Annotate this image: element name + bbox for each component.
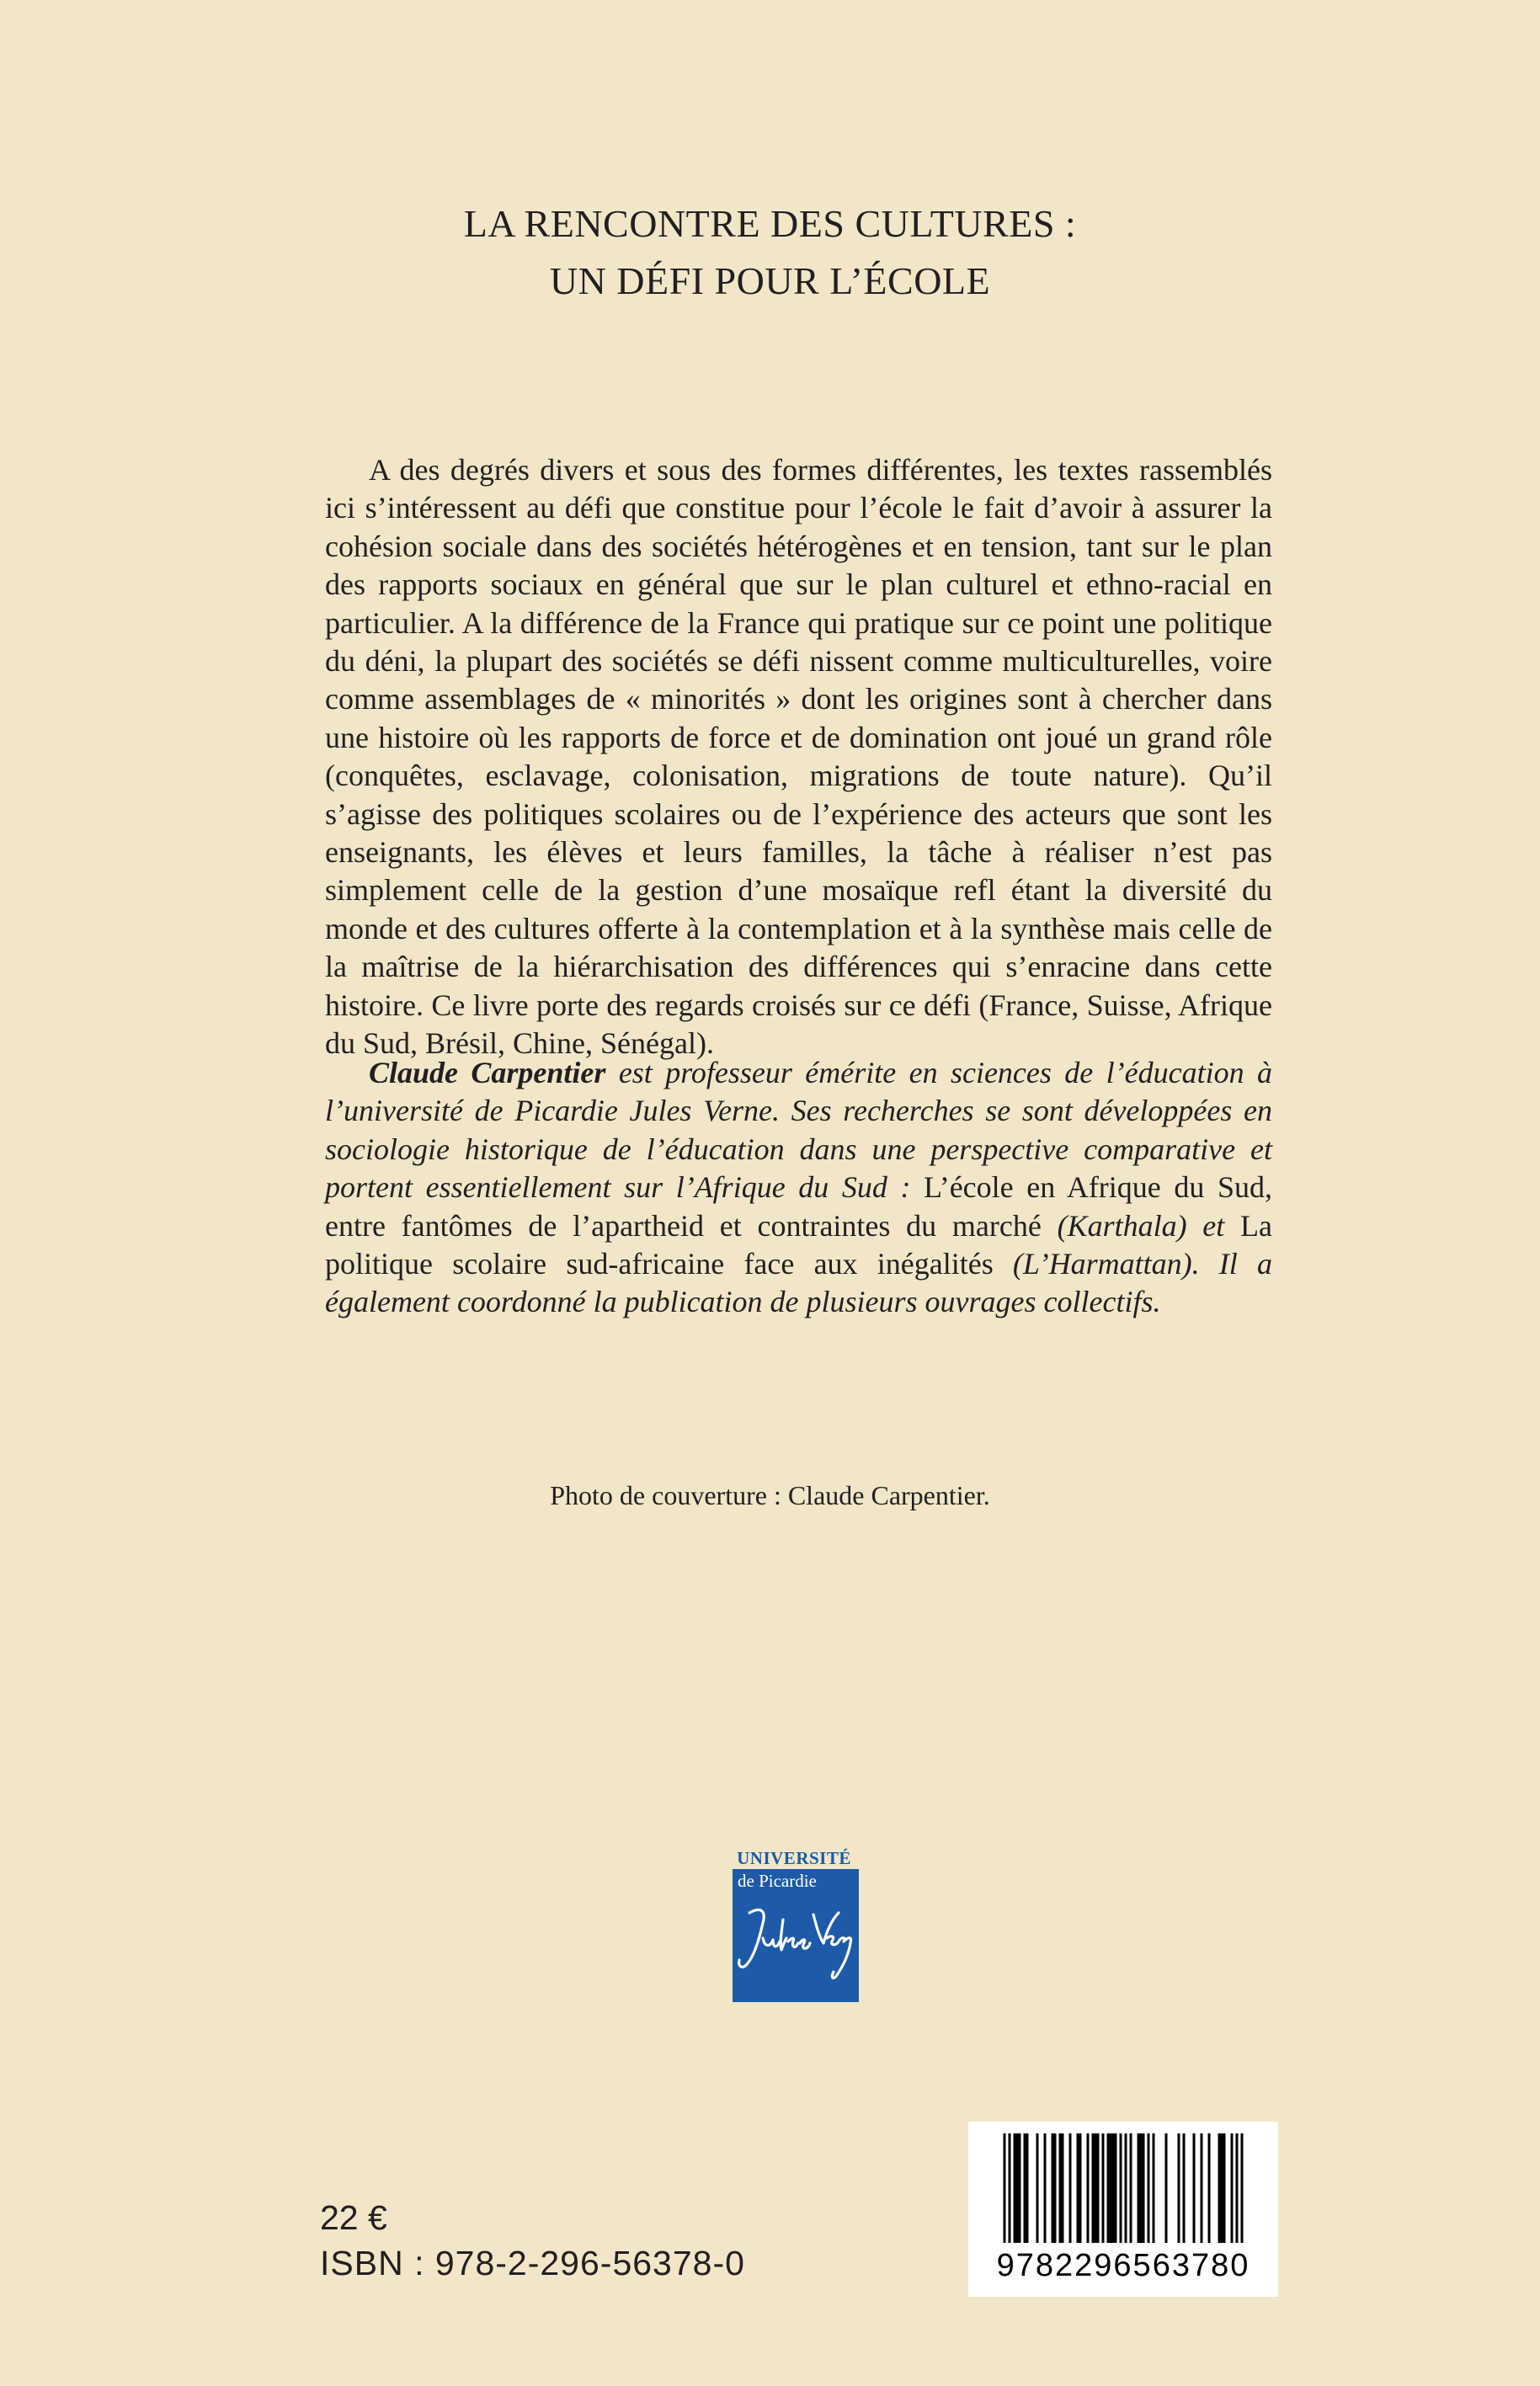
barcode-bar (1193, 2133, 1196, 2243)
title-line-2: UN DÉFI POUR L’ÉCOLE (549, 259, 991, 302)
barcode-bar (1231, 2133, 1234, 2243)
bio-part-1: est professeur émérite en sciences de l’éducation à l’université de Picardie Jules Verne. Ses recherches se sont développées en sociologie historique de l’éducation dans une perspective comparative et portent essentiellement sur l’Afrique du Sud : (325, 1056, 1272, 1205)
photo-credit: Photo de couverture : Claude Carpentier. (550, 1480, 990, 1510)
barcode-bar (1110, 2133, 1112, 2243)
barcode-bar (1138, 2133, 1140, 2243)
barcode-bar (1241, 2133, 1244, 2243)
barcode-bar (1069, 2133, 1072, 2243)
barcode-bar (1052, 2133, 1054, 2243)
university-logo (727, 1849, 861, 2004)
barcode-bar (1087, 2133, 1090, 2243)
barcode-bar (1004, 2133, 1006, 2243)
jules-verne-signature-icon (733, 1894, 859, 1995)
barcode-bars (968, 2122, 1278, 2248)
barcode-bar (1107, 2133, 1110, 2243)
barcode-bar (1153, 2133, 1155, 2243)
barcode-bar (1059, 2133, 1062, 2243)
title-line-1: LA RENCONTRE DES CULTURES : (463, 202, 1077, 245)
barcode-bar (1148, 2133, 1150, 2243)
barcode-bar (1130, 2133, 1132, 2243)
book-title (0, 195, 1540, 310)
barcode-bar (1115, 2133, 1117, 2243)
barcode-bar (1223, 2133, 1226, 2243)
isbn: ISBN : 978-2-296-56378-0 (320, 2244, 745, 2282)
barcode-bar (1054, 2133, 1057, 2243)
barcode-bar (1009, 2133, 1011, 2243)
bio-part-2: (L’Harmattan). Il a également coordonné la publication de plusieurs ouvrages collectifs. (325, 1247, 1272, 1319)
barcode-bar (1236, 2133, 1239, 2243)
logo-box (733, 1869, 859, 2002)
barcode-bar (1112, 2133, 1115, 2243)
barcode-bar (1077, 2133, 1079, 2243)
barcode-bar (1095, 2133, 1097, 2243)
barcode-bar (1092, 2133, 1095, 2243)
barcode-bar (1097, 2133, 1100, 2243)
summary-paragraph: A des degrés divers et sous des formes différentes, les textes rassemblés ici s’intéressent au défi que constitue pour l’école le fait d’avoir à assurer la cohésion sociale dans des sociétés hétérogènes et en tension, tant sur le plan des rapports sociaux en général que sur le plan culturel et ethno-racial en particulier. A la différence de la France qui pratique sur ce point une politique du déni, la plupart des sociétés se défi nissent comme multiculturelles, voire comme assemblages de « minorités » dont les origines sont à chercher dans une histoire où les rapports de force et de domination ont joué un grand rôle (conquêtes, esclavage, colonisation, migrations de toute nature). Qu’il s’agisse des politiques scolaires ou de l’expérience des acteurs que sont les enseignants, les élèves et leurs familles, la tâche à réaliser n’est pas simplement celle de la gestion d’une mosaïque refl étant la diversité du monde et des cultures offerte à la contemplation et à la synthèse mais celle de la maîtrise de la hiérarchisation des différences qui s’enracine dans cette histoire. Ce livre porte des regards croisés sur ce défi (France, Suisse, Afrique du Sud, Brésil, Chine, Sénégal). (325, 453, 1272, 1061)
barcode-bar (1026, 2133, 1029, 2243)
barcode-bar (1165, 2133, 1168, 2243)
barcode-bar (1024, 2133, 1026, 2243)
barcode-bar (1140, 2133, 1143, 2243)
barcode-bar (1036, 2133, 1039, 2243)
barcode-bar (1062, 2133, 1064, 2243)
bio-publisher-1: (Karthala) et (1041, 1208, 1241, 1243)
barcode-bar (1079, 2133, 1082, 2243)
barcode (968, 2122, 1278, 2297)
barcode-bar (1208, 2133, 1211, 2243)
barcode-bar (1201, 2133, 1203, 2243)
logo-university-text: UNIVERSITÉ (737, 1848, 851, 1868)
price: 22 € (320, 2198, 387, 2237)
barcode-bar (1125, 2133, 1127, 2243)
barcode-bar (1120, 2133, 1122, 2243)
author-name: Claude Carpentier (369, 1056, 606, 1089)
barcode-bar (1016, 2133, 1019, 2243)
barcode-bar (1102, 2133, 1105, 2243)
bio-book-2: La politique scolaire sud-africaine face aux inégalités (325, 1208, 1272, 1281)
barcode-bar (1019, 2133, 1021, 2243)
barcode-bar (1143, 2133, 1145, 2243)
barcode-bar (1183, 2133, 1186, 2243)
barcode-bar (1014, 2133, 1016, 2243)
barcode-number: 9782296563780 (996, 2248, 1250, 2283)
barcode-bar (1178, 2133, 1180, 2243)
bio-book-1: L’école en Afrique du Sud, entre fantômes de l’apartheid et contraintes du marché (325, 1170, 1272, 1243)
barcode-bar (1221, 2133, 1223, 2243)
barcode-bar (1044, 2133, 1047, 2243)
logo-subtitle: de Picardie (738, 1871, 817, 1891)
barcode-bar (1218, 2133, 1221, 2243)
author-bio (325, 1054, 1272, 1322)
